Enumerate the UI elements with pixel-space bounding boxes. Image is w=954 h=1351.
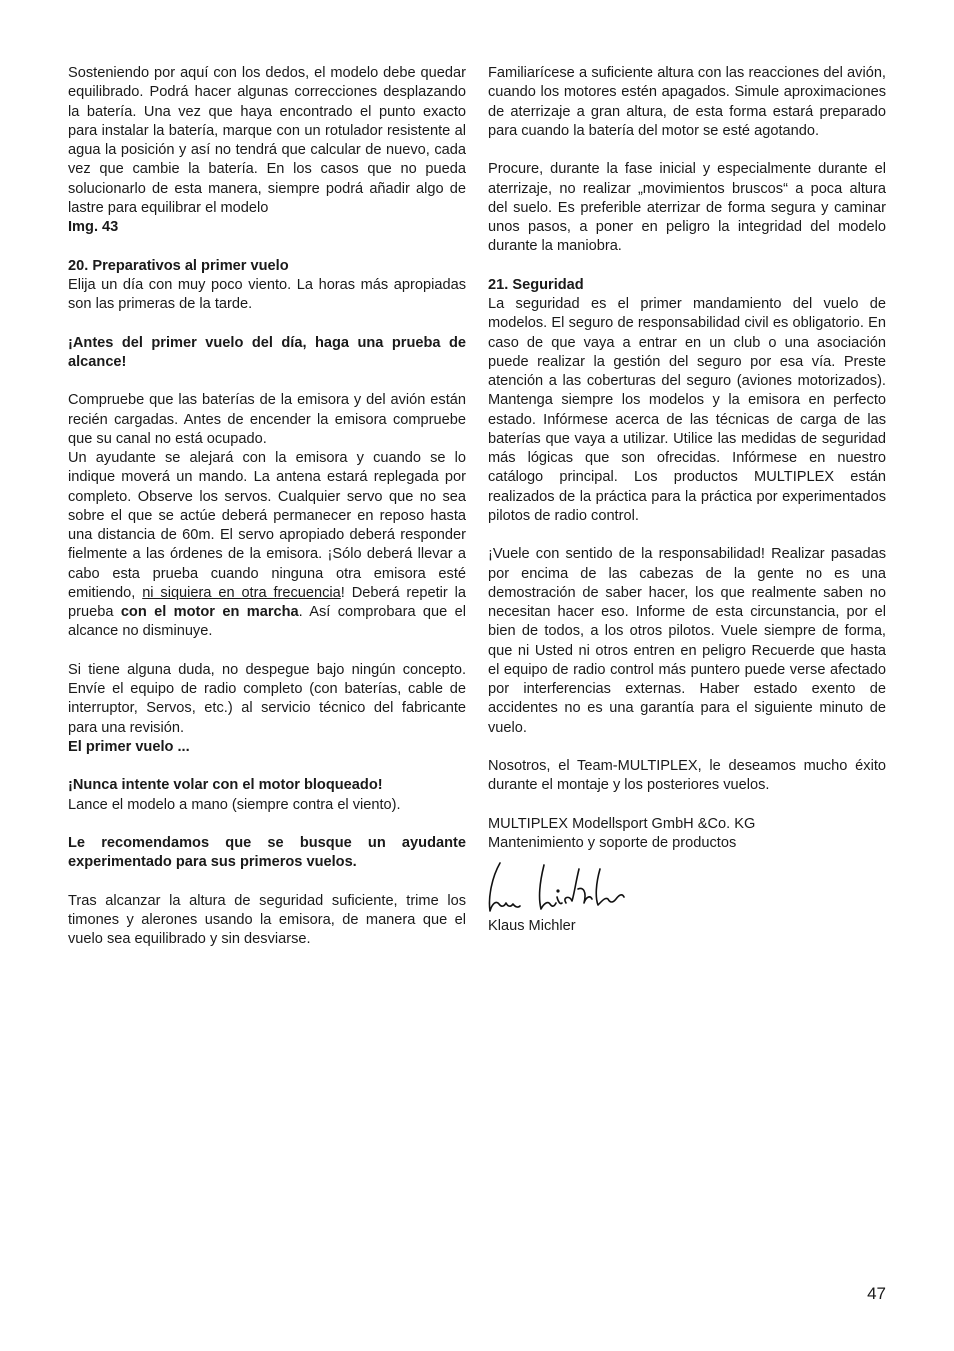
paragraph-procure: Procure, durante la fase inicial y especialmente durante el aterrizaje, no realizar „movimientos bruscos“ a poca altura del suelo. Es preferible aterrizar de forma segura y caminar unos pasos, a poner en peligro la integridad del modelo durante la maniobra. [488,161,886,255]
motor-warning: ¡Nunca intente volar con el motor bloqueado! [68,777,383,794]
paragraph-launch: Lance el modelo a mano (siempre contra el viento). [68,796,401,813]
paragraph-battery-check: Compruebe que las baterías de la emisora y del avión están recién cargadas. Antes de encender la emisora compruebe que su canal no está ocupado. [68,392,466,447]
section-20-heading: 20. Preparativos al primer vuelo [68,257,289,274]
handwritten-signature [486,859,636,917]
range-test-heading: ¡Antes del primer vuelo del día, haga una prueba de alcance! [68,334,466,370]
paragraph-responsibility: ¡Vuele con sentido de la responsabilidad! Realizar pasadas por encima de las cabezas de la gente no es una demostración de saber hacer, los que realmente saben no necesitan hacer eso. Informe de esta circunstancia, por el bien de todos, a los otros pilotos. Vuele siempre de forma, que ni Usted ni otros entren en peligro Recuerde que hasta el equipo de radio control más puntero puede verse afectado por interferencias externas. Haber estado exento de accidentes no es una garantía para el siguiente minuto de vuelo. [488,546,886,736]
page-number: 47 [867,1284,886,1303]
paragraph-familiarize: Familiarícese a suficiente altura con las reacciones del avión, cuando los motores estén apagados. Simule aproximaciones de aterrizaje a gran altura, de esta forma estará preparado para cuando la batería del motor se esté agotando. [488,65,886,139]
company-name: MULTIPLEX Modellsport GmbH &Co. KG [488,815,756,832]
section-21-heading: 21. Seguridad [488,276,584,293]
bold-motor-running-text: con el motor en marcha [120,604,299,620]
right-column [488,64,886,937]
underlined-frequency-text: ni siquiera en otra frecuencia [142,584,341,601]
paragraph-range-test: Un ayudante se alejará con la emisora y cuando se lo indique moverá un mando. La antena estará replegada por completo. Observe los servos. Cualquier servo que no sea sobre el que se actúe deberá permanecer en reposo hasta una distancia de 60m. El servo apropiado deberá responder fielmente a las órdenes de la emisora. ¡Sólo deberá llevar a cabo esta prueba cuando ninguna otra emisora esté emitiendo, ni siquiera en otra frecuencia! Deberá repetir la prueba con el motor en marcha. Así comprobara que el alcance no disminuye. [68,450,466,640]
first-flight-heading: El primer vuelo ... [68,738,190,755]
image-reference: Img. 43 [68,219,119,235]
left-column [68,64,466,950]
department-name: Mantenimiento y soporte de productos [488,835,737,851]
paragraph-balance: Sosteniendo por aquí con los dedos, el modelo debe quedar equilibrado. Podrá hacer algunas correcciones desplazando la batería. Una vez que haya encontrado el punto exacto para instalar la batería, marque con un rotulador resistente al agua la posición y así no tendrá que calcular de nuevo, cada vez que cambie la batería. En los casos que no pueda solucionarlo de esta manera, siempre podrá añadir algo de lastre para equilibrar el modelo Img. 43 [68,65,466,235]
paragraph-doubt: Si tiene alguna duda, no despegue bajo ningún concepto. Envíe el equipo de radio completo (con baterías, cable de interruptor, Servos, etc.) al servicio técnico del fabricante para una revisión. [68,661,466,736]
paragraph-safety: La seguridad es el primer mandamiento del vuelo de modelos. El seguro de responsabilidad civil es obligatorio. En caso de que vaya a entrar en un club o una asociación puede realizar la gestión del seguro por esa vía. Preste atención a las coberturas del seguro (aviones motorizados). Mantenga siempre los modelos y la emisora en perfecto estado. Infórmese acerca de las técnicas de carga de las baterías que vaya a utilizar. Utilice las medidas de seguridad más lógicas que son ofrecidas. Infórmese en nuestro catálogo principal. Los productos MULTIPLEX están realizados de la práctica para la práctica por experimentados pilotos de radio control. [488,296,886,524]
paragraph-team-wishes: Nosotros, el Team-MULTIPLEX, le deseamos mucho éxito durante el montaje y los posteriores vuelos. [488,758,886,794]
recommendation: Le recomendamos que se busque un ayudante experimentado para sus primeros vuelos. [68,835,466,871]
signer-name: Klaus Michler [488,918,576,935]
paragraph-trim: Tras alcanzar la altura de seguridad suficiente, trime los timones y alerones usando la emisora, de manera que el vuelo sea equilibrado y sin desviarse. [68,892,466,948]
paragraph-preparation: Elija un día con muy poco viento. La horas más apropiadas son las primeras de la tarde. [68,276,466,312]
